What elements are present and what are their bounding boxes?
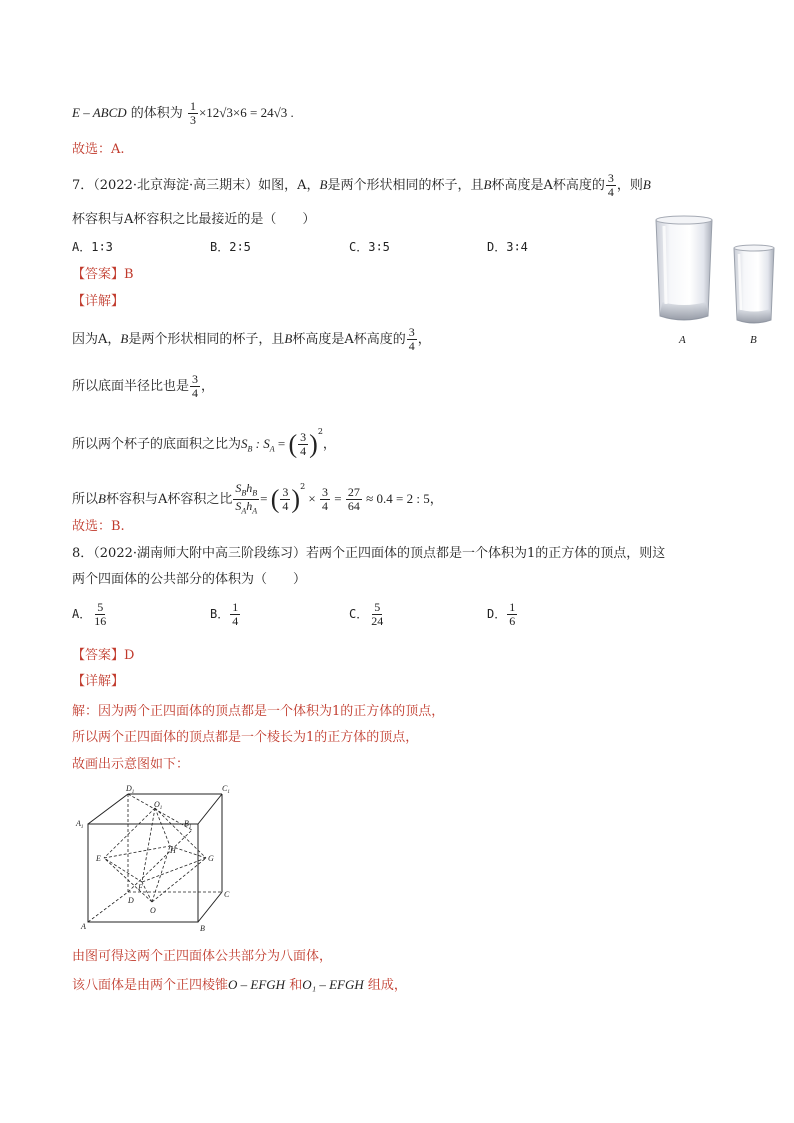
frac-den: 3: [189, 113, 196, 127]
q8-detail-label: 【详解】: [72, 674, 125, 689]
text: ，: [417, 332, 431, 347]
math-eq: =: [274, 436, 289, 451]
cube-front-face: [88, 824, 198, 922]
exponent: 2: [317, 427, 323, 436]
frac-den: $S_Ah_A$: [235, 499, 258, 516]
glass-b-caption: B: [750, 334, 757, 346]
frac-num: 1: [189, 99, 196, 113]
text: 所以: [72, 492, 99, 507]
var: B: [319, 177, 328, 192]
q8-sol-line5: [72, 976, 407, 995]
fraction: [346, 486, 362, 513]
option-label: D．: [487, 607, 507, 621]
frac-den: 4: [232, 614, 239, 628]
frac-num: 3: [192, 372, 199, 386]
label-D: D: [128, 896, 134, 905]
fraction: [407, 326, 417, 353]
fraction: [320, 486, 330, 513]
text: ，则: [616, 178, 643, 193]
q7-option-b: B．2∶5: [210, 240, 251, 254]
text: 是两个形状相同的杯子，且: [128, 332, 285, 347]
q8-answer: 【答案】D: [72, 648, 135, 663]
frac-num: 3: [408, 325, 415, 339]
label-D1: $D_1$: [126, 784, 135, 795]
q8-sol-line2: 所以两个正四面体的顶点都是一个棱长为1的正方体的顶点，: [72, 730, 419, 745]
var: S: [241, 436, 248, 451]
math-times: ×: [305, 491, 320, 506]
label-C: C: [224, 890, 230, 899]
var: S: [235, 480, 242, 495]
exponent: 2: [300, 482, 306, 491]
q8-option-a: [72, 601, 109, 628]
var: B: [284, 331, 293, 346]
paren-close: ): [309, 429, 318, 459]
q7-sol-line1: [72, 326, 431, 353]
text: 是两个形状相同的杯子，且: [327, 178, 484, 193]
subscript: A: [269, 444, 275, 454]
fraction: [233, 482, 259, 518]
glass-b: [734, 245, 774, 323]
var: B: [483, 177, 492, 192]
option-label: C．: [349, 607, 369, 621]
prev-answer: 故选：A.: [72, 142, 125, 157]
math-tetra: E – ABCD: [72, 105, 127, 120]
math-eq: =: [260, 491, 271, 506]
math-expr: ×12√3×6 = 24√3 .: [198, 105, 294, 120]
text: ，: [322, 437, 336, 452]
text: 杯高度是A杯高度的: [491, 178, 605, 193]
var: B: [98, 491, 106, 506]
frac-num: $S_Bh_B$: [233, 482, 259, 500]
text: 因为A，: [72, 332, 121, 347]
text: 杯高度是A杯高度的: [292, 332, 406, 347]
frac-den: 6: [509, 614, 516, 628]
frac-den: 4: [607, 185, 614, 199]
prev-volume-line: [72, 100, 294, 127]
text: 所以两个杯子的底面积之比为: [72, 437, 242, 452]
option-label: B．: [210, 607, 230, 621]
frac-den: 4: [322, 499, 329, 513]
frac-den: 24: [371, 614, 384, 628]
frac-den: 64: [347, 499, 360, 513]
frac-num: 1: [509, 600, 516, 614]
paren-open: (: [288, 429, 298, 459]
text: 和: [285, 978, 303, 993]
q7-sol-line4: [72, 478, 443, 517]
q7-option-c: C．3∶5: [349, 240, 390, 254]
label-O1: $O_1$: [154, 800, 163, 811]
text: 的体积为: [130, 106, 183, 121]
subscript: A: [252, 506, 258, 516]
fraction: [606, 172, 616, 199]
q7-final-answer: 故选：B.: [72, 519, 125, 534]
label-A1: $A_1$: [76, 819, 84, 830]
label-G: G: [208, 854, 214, 863]
fraction: [92, 601, 108, 628]
q7-answer: 【答案】B: [72, 267, 134, 282]
frac-den: 4: [300, 444, 307, 458]
text: 所以底面半径比也是: [72, 379, 190, 394]
fraction: [190, 373, 200, 400]
frac-num: 3: [322, 485, 329, 499]
glasses-image: [650, 212, 782, 334]
q7-sol-line3: [72, 423, 336, 459]
fraction: [230, 601, 240, 628]
q8-option-c: [349, 601, 386, 628]
frac-num: 5: [97, 600, 104, 614]
label-B: B: [200, 924, 205, 933]
q7-sol-line2: [72, 373, 214, 400]
glass-a: [656, 216, 712, 320]
label-H: H: [170, 846, 176, 855]
var: S: [235, 499, 242, 513]
q7-option-a: A．1∶3: [72, 240, 113, 254]
q7-option-d: D．3∶4: [487, 240, 528, 254]
q8-stem-line1: 8．（2022·湖南师大附中高三阶段练习）若两个正四面体的顶点都是一个体积为1的正方体的顶点，则这: [72, 546, 666, 561]
q8-sol-line3: 故画出示意图如下：: [72, 757, 190, 772]
text: 组成，: [363, 978, 407, 993]
frac-den: 4: [192, 386, 199, 400]
label-E: E: [96, 854, 101, 863]
frac-num: 1: [232, 600, 239, 614]
math-eq: =: [331, 491, 345, 506]
frac-num: 5: [374, 600, 381, 614]
option-label: A．: [72, 607, 92, 621]
frac-den: 4: [408, 339, 415, 353]
label-C1: $C_1$: [222, 784, 230, 795]
math-expr: ≈ 0.4 = 2 : 5: [362, 491, 430, 506]
text: 7．（2022·北京海淀·高三期末）如图，A，: [72, 178, 320, 193]
text: 该八面体是由两个正四棱锥: [72, 978, 229, 993]
label-B1: $B_1$: [184, 819, 192, 830]
frac-den: 4: [282, 499, 289, 513]
fraction: [188, 100, 198, 127]
frac-num: 3: [300, 430, 307, 444]
label-F: F: [138, 883, 143, 892]
var: : S: [252, 436, 270, 451]
fraction: [507, 601, 517, 628]
text: ，: [429, 492, 443, 507]
math-pyramid: O₁ – EFGH: [302, 977, 364, 992]
q7-stem-line1: [72, 172, 651, 199]
label-A: A: [81, 922, 86, 931]
subscript: B: [252, 488, 258, 497]
glass-a-caption: A: [679, 334, 686, 346]
q8-sol-line1: 解：因为两个正四面体的顶点都是一个体积为1的正方体的顶点，: [72, 704, 445, 719]
paren-close: ): [291, 484, 301, 514]
var: B: [120, 331, 129, 346]
q7-stem-line2: 杯容积与A杯容积之比最接近的是（ ）: [72, 212, 316, 227]
fraction: [369, 601, 385, 628]
frac-num: 27: [347, 485, 360, 499]
var: B: [642, 177, 651, 192]
subscript: B: [241, 488, 247, 497]
paren-open: (: [270, 484, 280, 514]
subscript: A: [241, 506, 247, 516]
q8-option-b: [210, 601, 241, 628]
fraction: [280, 486, 290, 513]
fraction: [298, 431, 308, 458]
math-pyramid: O – EFGH: [228, 977, 286, 992]
q8-option-d: [487, 601, 518, 628]
frac-num: 3: [607, 171, 614, 185]
label-O: O: [150, 906, 156, 915]
text: 杯容积与A杯容积之比: [105, 492, 233, 507]
subscript: B: [247, 444, 253, 454]
q8-sol-line4: 由图可得这两个正四面体公共部分为八面体，: [72, 949, 333, 964]
q8-stem-line2: 两个四面体的公共部分的体积为（ ）: [72, 572, 307, 587]
frac-num: 3: [282, 485, 289, 499]
q7-detail-label: 【详解】: [72, 294, 125, 309]
text: ，: [201, 379, 215, 394]
frac-den: 16: [94, 614, 107, 628]
cube-diagram: [70, 782, 240, 934]
